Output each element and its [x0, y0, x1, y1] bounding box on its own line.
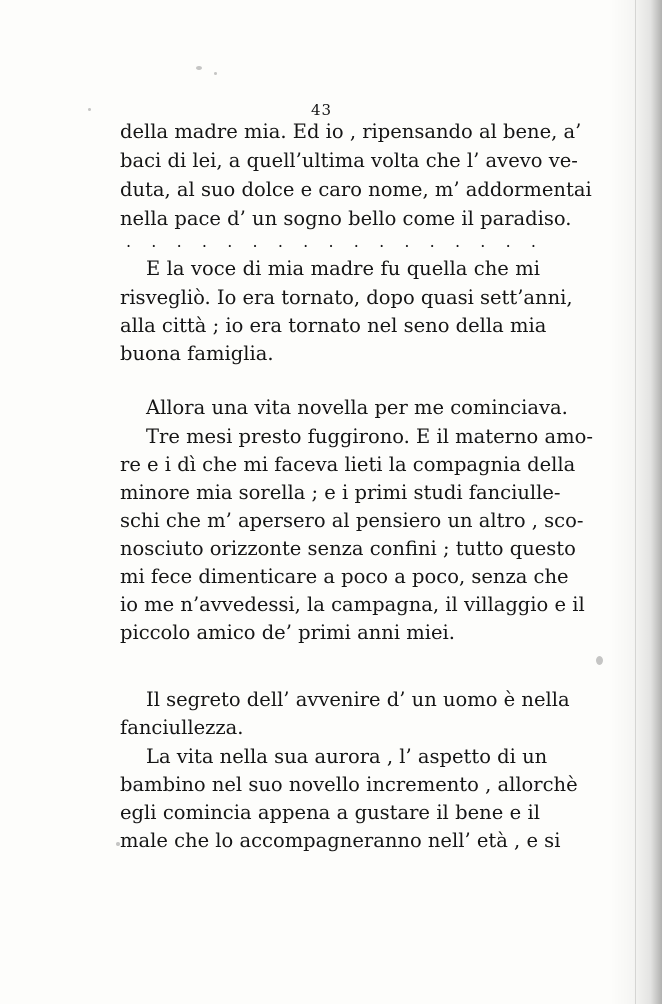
text-line: baci di lei, a quell’ultima volta che l’ avevo ve-: [120, 149, 578, 172]
binding-shadow: [610, 0, 662, 1004]
text-line: fanciullezza.: [120, 716, 244, 739]
scan-speck: [196, 66, 202, 70]
text-line: nella pace d’ un sogno bello come il paradiso.: [120, 207, 572, 230]
text-line: piccolo amico de’ primi anni miei.: [120, 621, 455, 644]
text-line: Il segreto dell’ avvenire d’ un uomo è nella: [146, 688, 570, 711]
text-line: della madre mia. Ed io , ripensando al bene, a’: [120, 120, 582, 143]
text-line: duta, al suo dolce e caro nome, m’ addormentai: [120, 178, 592, 201]
text-line: La vita nella sua aurora , l’ aspetto di un: [146, 745, 548, 768]
dotted-separator: . . . . . . . . . . . . . . . . .: [126, 232, 536, 251]
text-line: buona famiglia.: [120, 342, 274, 365]
text-line: risvegliò. Io era tornato, dopo quasi sett’anni,: [120, 286, 573, 309]
text-line: E la voce di mia madre fu quella che mi: [146, 257, 540, 280]
text-line: bambino nel suo novello incremento , allorchè: [120, 773, 578, 796]
text-line: Allora una vita novella per me cominciava.: [146, 396, 568, 419]
text-line: re e i dì che mi faceva lieti la compagnia della: [120, 453, 576, 476]
scan-speck: [214, 72, 217, 75]
text-line: io me n’avvedessi, la campagna, il villaggio e il: [120, 593, 585, 616]
scan-speck: [88, 108, 91, 111]
text-line: schi che m’ apersero al pensiero un altro , sco-: [120, 509, 584, 532]
text-line: mi fece dimenticare a poco a poco, senza che: [120, 565, 569, 588]
text-line: minore mia sorella ; e i primi studi fanciulle-: [120, 481, 561, 504]
page-number: 43: [311, 101, 333, 119]
text-line: male che lo accompagneranno nell’ età , e si: [120, 829, 561, 852]
text-line: egli comincia appena a gustare il bene e il: [120, 801, 540, 824]
text-line: nosciuto orizzonte senza confini ; tutto questo: [120, 537, 576, 560]
text-line: alla città ; io era tornato nel seno della mia: [120, 314, 547, 337]
text-line: Tre mesi presto fuggirono. E il materno amo-: [146, 425, 593, 448]
scan-speck: [596, 656, 603, 665]
binding-edge: [635, 0, 636, 1004]
